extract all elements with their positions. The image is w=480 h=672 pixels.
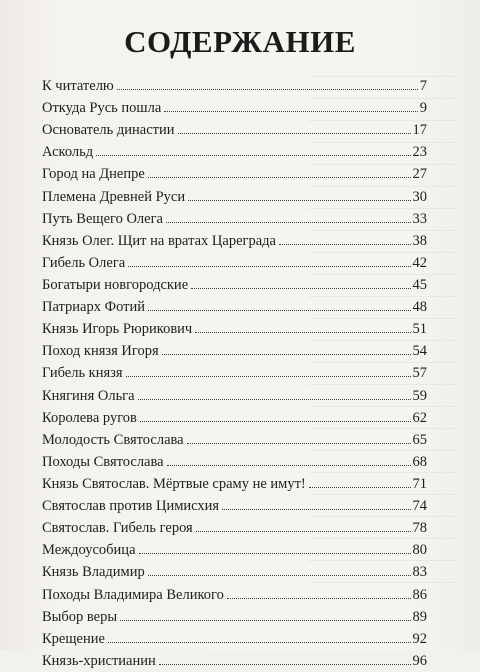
dot-leader [96,154,410,156]
toc-entry-title: Путь Вещего Олега [42,210,163,227]
dot-leader [187,442,411,444]
dot-leader [178,132,411,134]
toc-entry [42,340,427,362]
dot-leader [117,88,418,90]
toc-entry-title: Племена Древней Руси [42,188,186,205]
toc-entry [42,517,427,539]
toc-entry-title: Походы Святослава [42,453,164,470]
toc-entry-page-number: 68 [412,453,427,470]
toc-entry-page-number: 74 [412,498,427,515]
toc-entry-page-number: 83 [412,564,427,581]
toc-entry-page-number: 78 [412,520,427,537]
toc-entry-title: Князь-христианин [42,652,156,669]
toc-entry-page-number: 65 [412,431,427,448]
toc-entry-page-number: 7 [419,78,427,94]
toc-entry-title: Гибель князя [42,365,123,382]
toc-entry-title: Молодость Святослава [42,431,184,448]
toc-entry-page-number: 33 [412,210,427,227]
toc-entry-title: Аскольд [42,144,94,161]
dot-leader [159,663,411,665]
toc-entry [42,141,427,163]
toc-entry-page-number: 86 [412,586,427,603]
toc-entry-page-number: 96 [412,652,427,669]
toc-entry-page-number: 80 [412,542,427,559]
dot-leader [227,597,411,599]
toc-entry-title: Богатыри новгородские [42,276,189,293]
toc-entry [42,97,427,119]
toc-entry [42,362,427,384]
toc-entry-title: Откуда Русь пошла [42,100,162,117]
toc-entry-title: Святослав. Гибель героя [42,520,193,537]
toc-entry [42,230,427,252]
toc-entry [42,296,427,318]
toc-entry-page-number: 54 [412,343,427,360]
toc-entry-page-number: 23 [412,144,427,161]
toc-entry-title: Князь Святослав. Мёртвые сраму не имут! [42,475,306,492]
toc-entry-page-number: 59 [412,387,427,404]
toc-entry [42,407,427,429]
toc-entry-title: Основатель династии [42,122,175,139]
toc-entry [42,75,427,97]
toc-entry [42,119,427,141]
toc-entry [42,274,427,296]
toc-entry-page-number: 48 [412,299,427,316]
page-title: СОДЕРЖАНИЕ [124,24,356,59]
toc-entry-page-number: 45 [412,276,427,293]
toc-entry [42,208,427,230]
toc-entry-title: Патриарх Фотий [42,299,145,316]
toc-entry-title: Выбор веры [42,608,118,625]
toc-entry-page-number: 51 [412,321,427,338]
dot-leader [309,486,411,488]
dot-leader [166,221,411,223]
toc-entry [42,561,427,583]
toc-entry-page-number: 92 [412,630,427,647]
toc-entry [42,318,427,340]
dot-leader [148,309,411,311]
toc-entry-page-number: 89 [412,608,427,625]
toc-entry-title: Князь Владимир [42,564,145,581]
toc-entry [42,606,427,628]
toc-entry-page-number: 71 [412,475,427,492]
dot-leader [222,508,410,510]
toc-entry-title: Походы Владимира Великого [42,586,224,603]
toc-entry-title: Крещение [42,630,105,647]
toc-entry-title: Князь Игорь Рюрикович [42,321,193,338]
toc-entry-title: К читателю [42,78,114,94]
toc-entry-page-number: 9 [419,100,427,117]
dot-leader [126,375,411,377]
toc-entry-title: Князь Олег. Щит на вратах Цареграда [42,232,276,249]
toc-entry [42,473,427,495]
toc-entry-title: Княгиня Ольга [42,387,135,404]
dot-leader [128,265,410,267]
dot-leader [162,353,411,355]
toc-entry [42,429,427,451]
toc-entry-page-number: 27 [412,166,427,183]
dot-leader [140,420,411,422]
dot-leader [167,464,411,466]
toc-entry-title: Королева ругов [42,409,137,426]
toc-entry [42,650,427,672]
toc-entry [42,539,427,561]
toc-entry [42,186,427,208]
dot-leader [148,176,411,178]
toc-entry-title: Город на Днепре [42,166,145,183]
toc-entry [42,385,427,407]
toc-entry [42,495,427,517]
dot-leader [195,331,410,333]
toc-entry-page-number: 30 [412,188,427,205]
dot-leader [138,398,411,400]
dot-leader [148,574,411,576]
toc-entry-title: Поход князя Игоря [42,343,159,360]
toc-entry [42,628,427,650]
dot-leader [164,110,417,112]
toc-entry [42,163,427,185]
toc-entry [42,584,427,606]
toc-entry [42,451,427,473]
toc-entry-page-number: 38 [412,232,427,249]
dot-leader [139,552,411,554]
dot-leader [191,287,410,289]
table-of-contents [42,75,427,672]
toc-entry-title: Святослав против Цимисхия [42,498,220,515]
dot-leader [188,199,410,201]
toc-entry-title: Гибель Олега [42,254,126,271]
toc-entry-page-number: 62 [412,409,427,426]
dot-leader [196,530,411,532]
toc-entry-page-number: 42 [412,254,427,271]
dot-leader [108,641,411,643]
toc-entry-title: Междоусобица [42,542,136,559]
toc-entry-page-number: 57 [412,365,427,382]
toc-entry-page-number: 17 [412,122,427,139]
dot-leader [279,243,411,245]
toc-entry [42,252,427,274]
dot-leader [120,619,410,621]
